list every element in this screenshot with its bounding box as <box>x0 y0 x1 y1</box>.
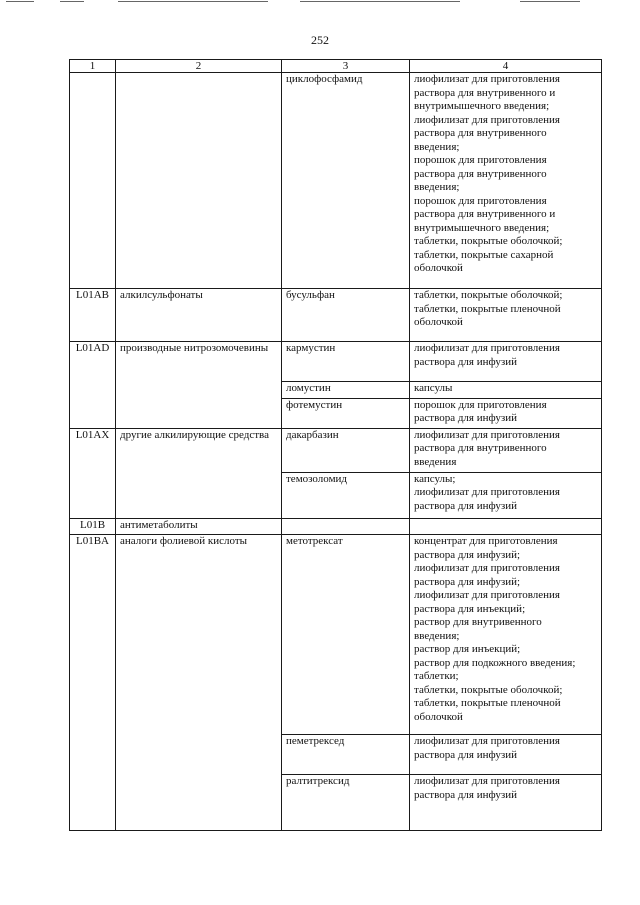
dosage-form-line: раствора для инфузий <box>414 788 517 801</box>
dosage-form-line: раствора для внутривенного <box>414 442 547 454</box>
dosage-form-line: концентрат для приготовления <box>414 535 558 547</box>
dosage-form-line: таблетки, покрытые сахарной <box>414 248 554 261</box>
dosage-form-cell <box>410 382 602 399</box>
atc-code-cell: L01BA <box>70 535 116 735</box>
drug-name-cell: пеметрексед <box>282 735 410 775</box>
dosage-form-cell <box>410 289 602 342</box>
dosage-form-line: таблетки, покрытые оболочкой; <box>414 235 563 247</box>
dosage-form-line: раствора для инфузий <box>414 412 517 424</box>
drug-name-cell: метотрексат <box>282 535 410 735</box>
group-name-cell <box>116 398 282 428</box>
drug-name-cell: дакарбазин <box>282 428 410 472</box>
group-name-cell: другие алкилирующие средства <box>116 428 282 472</box>
group-name-cell: производные нитрозомочевины <box>116 342 282 382</box>
dosage-form-line: раствор для инъекций; <box>414 643 521 655</box>
dosage-form-line: лиофилизат для приготовления <box>414 775 560 787</box>
dosage-form-line: лиофилизат для приготовления <box>414 428 560 441</box>
dosage-form-line: раствора для внутривенного и <box>414 86 556 99</box>
dosage-form-line: лиофилизат для приготовления <box>414 589 560 601</box>
atc-code-cell: L01AB <box>70 289 116 342</box>
group-name-cell <box>116 382 282 399</box>
dosage-form-line: порошок для приготовления <box>414 194 547 207</box>
dosage-form-cell <box>410 535 602 735</box>
drug-name-cell: ралтитрексид <box>282 775 410 831</box>
dosage-form-line: таблетки, покрытые оболочкой; <box>414 683 563 696</box>
drug-name-cell: темозоломид <box>282 472 410 518</box>
dosage-form-line: лиофилизат для приготовления <box>414 113 560 126</box>
drug-name-cell: кармустин <box>282 342 410 382</box>
dosage-form-line: раствора для внутривенного <box>414 127 547 139</box>
dosage-form-line: таблетки; <box>414 670 459 682</box>
dosage-form-line: лиофилизат для приготовления <box>414 342 560 354</box>
header-col-4: 4 <box>410 60 602 73</box>
dosage-form-cell <box>410 735 602 775</box>
dosage-form-cell <box>410 775 602 831</box>
dosage-form-line: лиофилизат для приготовления <box>414 486 560 498</box>
header-col-2: 2 <box>116 60 282 73</box>
dosage-form-line: введения <box>414 455 457 468</box>
dosage-form-line: раствора для инфузий <box>414 499 517 512</box>
group-name-cell <box>116 472 282 518</box>
dosage-form-line: раствор для подкожного введения; <box>414 656 576 669</box>
dosage-form-line: раствора для инфузий <box>414 748 517 761</box>
dosage-form-cell <box>410 398 602 428</box>
header-col-1: 1 <box>70 60 116 73</box>
drug-name-cell: ломустин <box>282 382 410 399</box>
page-number: 252 <box>311 33 329 47</box>
drug-name-cell <box>282 518 410 535</box>
table-row <box>70 472 602 518</box>
dosage-form-line: раствора для внутривенного и <box>414 208 556 220</box>
atc-code-cell <box>70 775 116 831</box>
dosage-form-line: внутримышечного введения; <box>414 221 550 234</box>
group-name-cell <box>116 735 282 775</box>
group-name-cell <box>116 73 282 289</box>
atc-code-cell <box>70 472 116 518</box>
dosage-form-line: раствора для внутривенного <box>414 167 547 180</box>
drug-table <box>69 59 602 831</box>
table-row <box>70 73 602 289</box>
dosage-form-line: порошок для приготовления <box>414 154 547 166</box>
dosage-form-line: внутримышечного введения; <box>414 100 550 112</box>
dosage-form-line: лиофилизат для приготовления <box>414 735 560 747</box>
top-scan-rule <box>0 1 640 3</box>
dosage-form-line: введения; <box>414 181 460 193</box>
dosage-form-line: таблетки, покрытые пленочной <box>414 697 561 709</box>
dosage-form-cell <box>410 472 602 518</box>
dosage-form-line: раствор для внутривенного <box>414 616 542 628</box>
dosage-form-line: оболочкой <box>414 262 463 274</box>
group-name-cell <box>116 775 282 831</box>
dosage-form-cell <box>410 73 602 289</box>
table-row <box>70 735 602 775</box>
dosage-form-line: капсулы; <box>414 472 456 485</box>
dosage-form-line: оболочкой <box>414 710 463 723</box>
dosage-form-line: раствора для инфузий; <box>414 575 521 588</box>
header-row <box>70 60 602 73</box>
table-row <box>70 428 602 472</box>
drug-name-cell: циклофосфамид <box>282 73 410 289</box>
dosage-form-cell <box>410 518 602 535</box>
table-row <box>70 342 602 382</box>
dosage-form-line: введения; <box>414 140 460 153</box>
dosage-form-cell <box>410 428 602 472</box>
group-name-cell: алкилсульфонаты <box>116 289 282 342</box>
dosage-form-line: таблетки, покрытые оболочкой; <box>414 289 563 301</box>
table-row <box>70 398 602 428</box>
table-row <box>70 518 602 535</box>
table-row <box>70 289 602 342</box>
dosage-form-line: лиофилизат для приготовления <box>414 73 560 85</box>
atc-code-cell: L01AX <box>70 428 116 472</box>
atc-code-cell <box>70 382 116 399</box>
table-row <box>70 535 602 735</box>
table-row <box>70 775 602 831</box>
dosage-form-line: оболочкой <box>414 316 463 328</box>
dosage-form-line: раствора для инфузий <box>414 355 517 368</box>
atc-code-cell <box>70 73 116 289</box>
dosage-form-line: таблетки, покрытые пленочной <box>414 302 561 315</box>
dosage-form-line: порошок для приготовления <box>414 398 547 411</box>
dosage-form-line: раствора для инъекций; <box>414 602 526 615</box>
table-row <box>70 382 602 399</box>
header-col-3: 3 <box>282 60 410 73</box>
dosage-form-line: введения; <box>414 629 460 642</box>
atc-code-cell: L01AD <box>70 342 116 382</box>
dosage-form-line: капсулы <box>414 382 453 394</box>
atc-code-cell: L01B <box>70 518 116 535</box>
dosage-form-cell <box>410 342 602 382</box>
atc-code-cell <box>70 735 116 775</box>
group-name-cell: аналоги фолиевой кислоты <box>116 535 282 735</box>
drug-name-cell: бусульфан <box>282 289 410 342</box>
dosage-form-line: лиофилизат для приготовления <box>414 562 560 574</box>
group-name-cell: антиметаболиты <box>116 518 282 535</box>
drug-name-cell: фотемустин <box>282 398 410 428</box>
atc-code-cell <box>70 398 116 428</box>
dosage-form-line: раствора для инфузий; <box>414 548 521 561</box>
